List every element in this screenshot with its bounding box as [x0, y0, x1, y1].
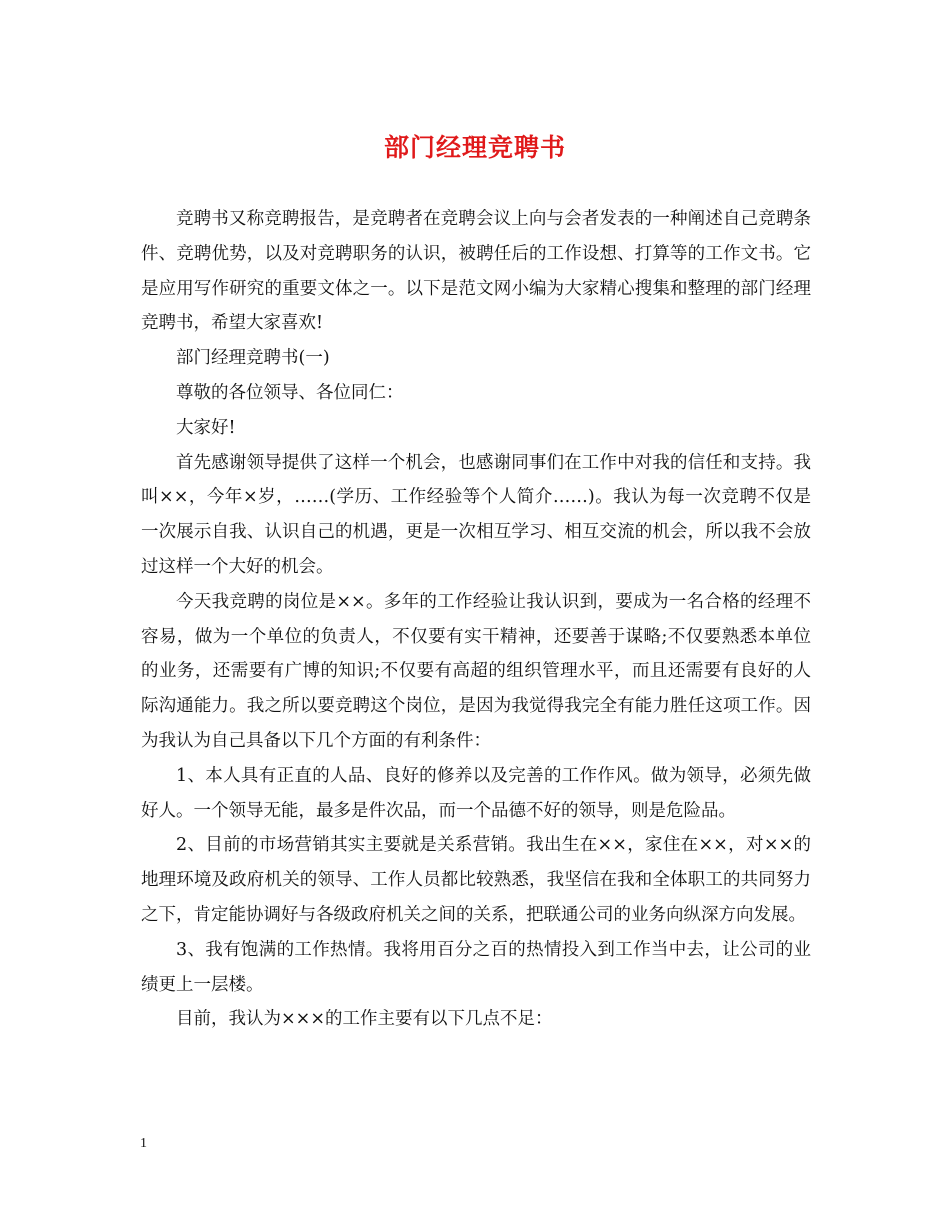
body-paragraph: 首先感谢领导提供了这样一个机会，也感谢同事们在工作中对我的信任和支持。我叫××，今年×岁，……(学历、工作经验等个人简介……)。我认为每一次竞聘不仅是一次展示自我、认识自己的机遇，更是一次相互学习、相互交流的机会，所以我不会放过这样一个大好的机会。	[141, 452, 811, 577]
body-paragraph: 今天我竞聘的岗位是××。多年的工作经验让我认识到，要成为一名合格的经理不容易，做为一个单位的负责人，不仅要有实干精神，还要善于谋略;不仅要熟悉本单位的业务，还需要有广博的知识;不仅要有高超的组织管理水平，而且还需要有良好的人际沟通能力。我之所以要竞聘这个岗位，是因为我觉得我完全有能力胜任这项工作。因为我认为自己具备以下几个方面的有利条件：	[141, 591, 811, 751]
document-title: 部门经理竞聘书	[383, 133, 566, 162]
greeting: 大家好!	[176, 417, 236, 438]
salutation: 尊敬的各位领导、各位同仁：	[176, 382, 404, 403]
page-number: 1	[140, 1136, 147, 1151]
list-item: 2、目前的市场营销其实主要就是关系营销。我出生在××，家住在××，对××的地理环境及政府机关的领导、工作人员都比较熟悉，我坚信在我和全体职工的共同努力之下，肯定能协调好与各级政府机关之间的关系，把联通公司的业务向纵深方向发展。	[141, 835, 811, 925]
list-item: 1、本人具有正直的人品、良好的修养以及完善的工作作风。做为领导，必须先做好人。一个领导无能，最多是件次品，而一个品德不好的领导，则是危险品。	[141, 765, 811, 821]
body-paragraph: 目前，我认为×××的工作主要有以下几点不足：	[176, 1009, 553, 1030]
section-heading: 部门经理竞聘书(一)	[176, 348, 330, 369]
list-item: 3、我有饱满的工作热情。我将用百分之百的热情投入到工作当中去，让公司的业绩更上一层楼。	[141, 939, 811, 995]
intro-paragraph: 竞聘书又称竞聘报告，是竞聘者在竞聘会议上向与会者发表的一种阐述自己竞聘条件、竞聘优势，以及对竞聘职务的认识，被聘任后的工作设想、打算等的工作文书。它是应用写作研究的重要文体之一。以下是范文网小编为大家精心搜集和整理的部门经理竞聘书，希望大家喜欢!	[141, 209, 811, 334]
document-body	[141, 202, 811, 1037]
